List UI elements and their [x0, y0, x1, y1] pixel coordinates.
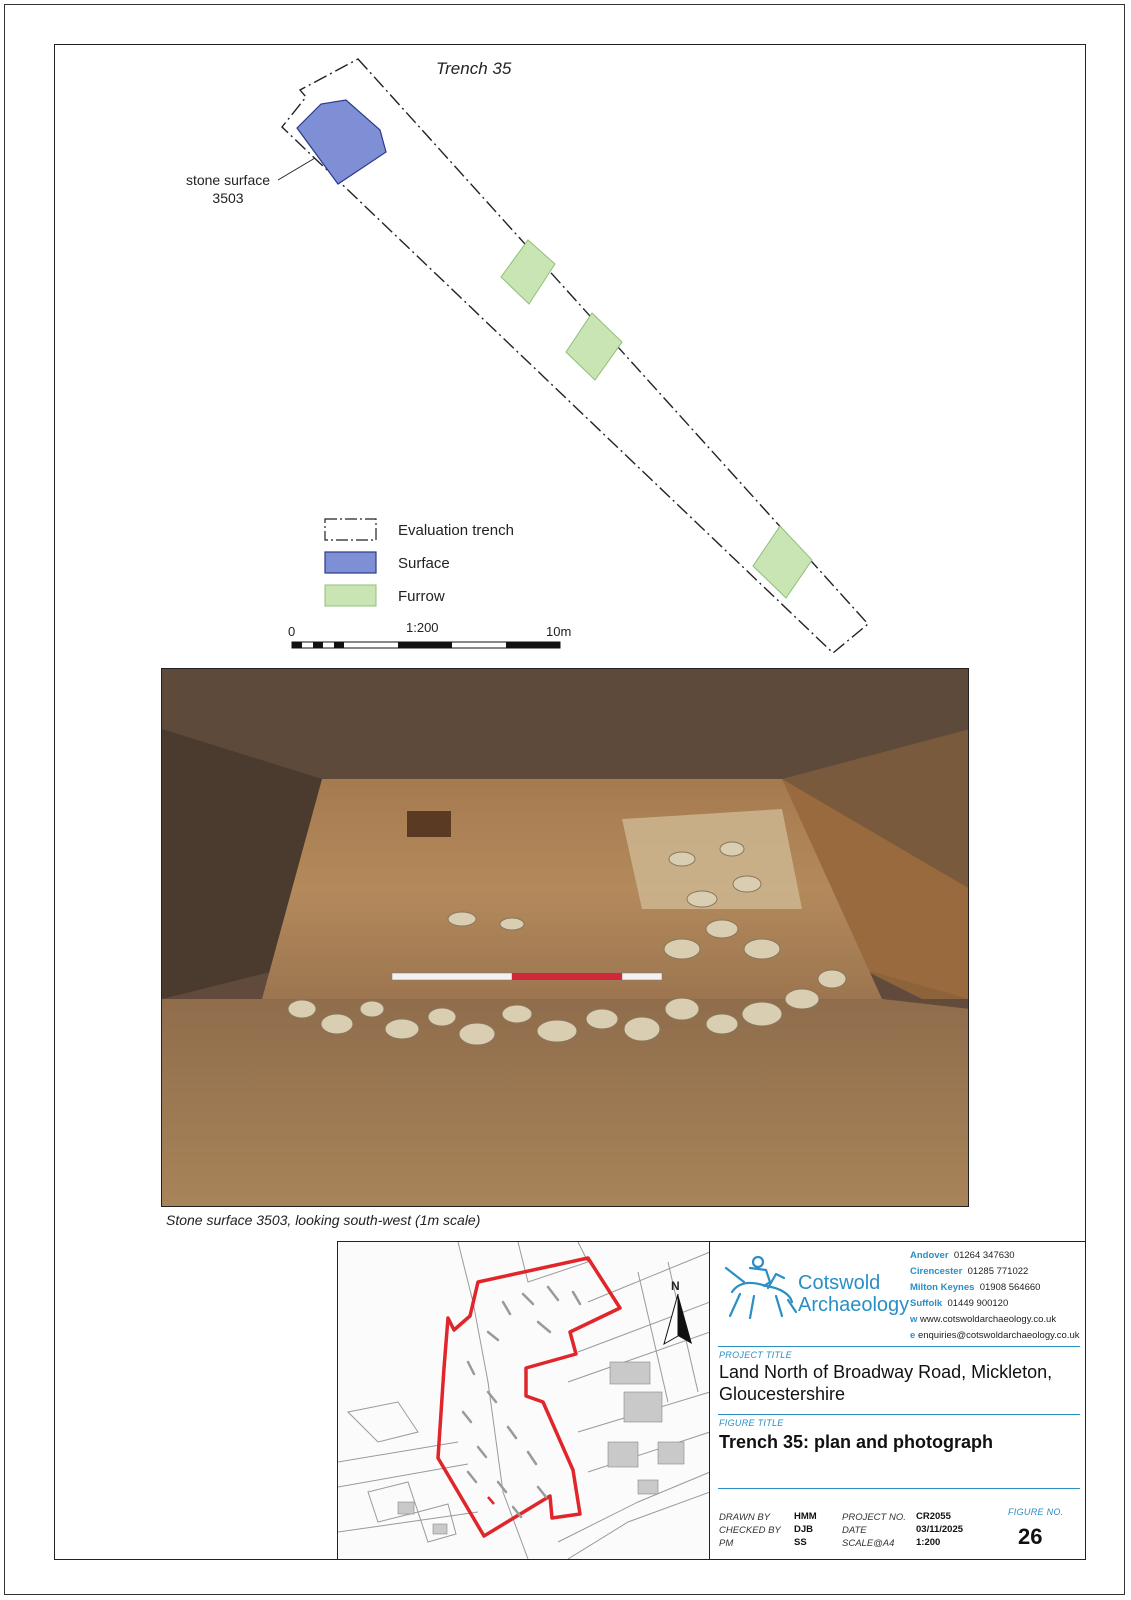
figure-no-label: FIGURE NO.: [1008, 1507, 1064, 1517]
furrow-3: [753, 526, 812, 598]
scale-label: SCALE@A4: [842, 1538, 895, 1549]
office-city: Andover: [910, 1250, 949, 1261]
company-name-line2: Archaeology: [798, 1294, 910, 1316]
checked-by-value: DJB: [794, 1524, 814, 1535]
legend-label-furrow: Furrow: [398, 588, 445, 605]
email-text: enquiries@cotswoldarchaeology.co.uk: [917, 1330, 1080, 1341]
drawn-by-value: HMM: [794, 1511, 817, 1522]
drawn-by-label: DRAWN BY: [719, 1512, 771, 1523]
figure-title: Trench 35: plan and photograph: [719, 1432, 994, 1452]
project-title-line2: Gloucestershire: [719, 1384, 846, 1404]
pm-value: SS: [794, 1537, 807, 1548]
project-title-label: PROJECT TITLE: [719, 1350, 792, 1360]
legend-label-surface: Surface: [398, 555, 450, 572]
title-block-info: [710, 1242, 1087, 1559]
divider-1: [718, 1346, 1080, 1347]
checked-by-label: CHECKED BY: [719, 1525, 781, 1536]
furrow-2: [566, 313, 622, 380]
photo-illustration: [162, 669, 969, 1207]
figure-title-label: FIGURE TITLE: [719, 1418, 784, 1428]
location-map: [338, 1242, 710, 1559]
legend-swatch-trench: [325, 519, 376, 540]
email-link[interactable]: [910, 1330, 1080, 1341]
office-city: Milton Keynes: [910, 1282, 975, 1293]
email-prefix: e: [910, 1330, 916, 1341]
office-suffolk: [910, 1298, 1008, 1309]
office-phone: 01449 900120: [947, 1298, 1009, 1309]
feature-label-line1: stone surface: [185, 172, 271, 188]
office-milton-keynes: [910, 1282, 1040, 1293]
scale-ratio: 1:200: [406, 620, 439, 635]
pm-label: PM: [719, 1538, 734, 1549]
scale-start: 0: [288, 624, 296, 639]
feature-leader-line: [278, 158, 315, 180]
legend-label-trench: Evaluation trench: [398, 522, 514, 539]
website-prefix: w: [910, 1314, 918, 1325]
feature-label-line2: 3503: [212, 190, 244, 206]
website-link[interactable]: [910, 1314, 1056, 1325]
office-city: Cirencester: [910, 1266, 963, 1277]
photo-caption: Stone surface 3503, looking south-west (1m scale): [166, 1212, 481, 1228]
website-text: www.cotswoldarchaeology.co.uk: [920, 1314, 1057, 1325]
scale-value: 1:200: [916, 1537, 941, 1548]
trench-plan: [0, 0, 1131, 660]
furrow-1: [501, 240, 555, 304]
office-phone: 01285 771022: [967, 1266, 1029, 1277]
office-andover: [910, 1250, 1015, 1261]
company-name-line1: Cotswold: [798, 1272, 881, 1294]
divider-3: [718, 1488, 1080, 1489]
figure-no: 26: [1018, 1524, 1043, 1549]
horse-and-rider-logo-icon: [720, 1252, 800, 1324]
office-phone: 01908 564660: [979, 1282, 1041, 1293]
project-no-value: CR2055: [916, 1511, 951, 1522]
office-city: Suffolk: [910, 1298, 943, 1309]
trench-photograph: [161, 668, 969, 1207]
office-cirencester: [910, 1266, 1028, 1277]
date-label: DATE: [842, 1525, 867, 1536]
stone-surface-3503: [297, 100, 386, 184]
legend-swatch-surface: [325, 552, 376, 573]
project-no-label: PROJECT NO.: [842, 1512, 906, 1523]
north-label: N: [671, 1279, 680, 1293]
company-logo: [720, 1252, 910, 1324]
location-map-drawing: [338, 1242, 710, 1559]
divider-2: [718, 1414, 1080, 1415]
date-value: 03/11/2025: [916, 1524, 964, 1535]
legend-swatch-furrow: [325, 585, 376, 606]
scale-end: 10m: [546, 624, 572, 639]
legend: [325, 519, 514, 606]
project-title-line1: Land North of Broadway Road, Mickleton,: [719, 1362, 1053, 1382]
title-block: [337, 1241, 1086, 1560]
office-phone: 01264 347630: [953, 1250, 1015, 1261]
scale-bar: [288, 620, 571, 648]
trench-title: Trench 35: [436, 59, 512, 78]
